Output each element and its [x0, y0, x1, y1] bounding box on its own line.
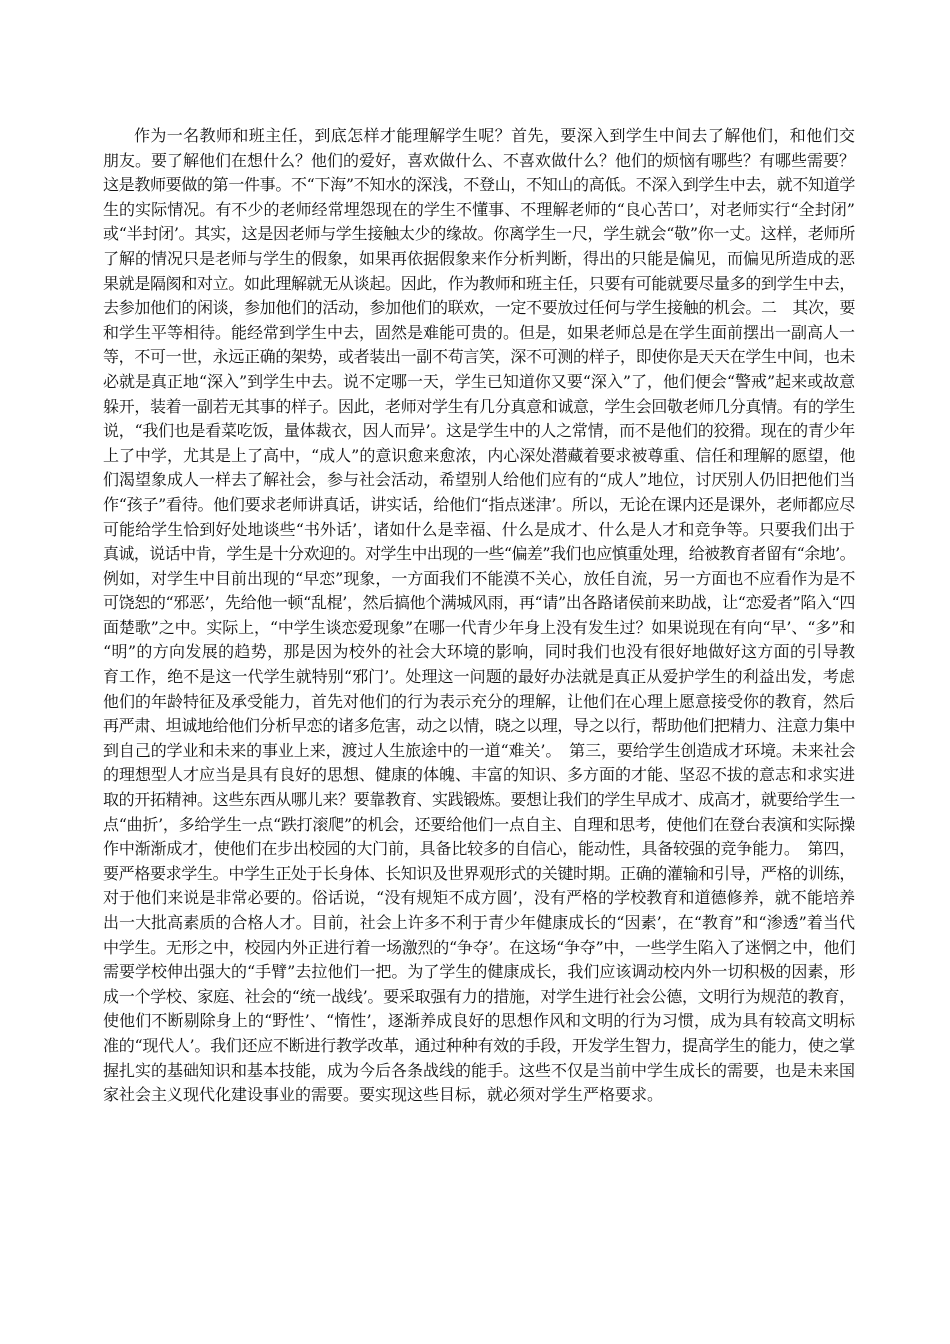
text-line: 们渴望象成人一样去了解社会，参与社会活动，希望别人给他们应有的“成人”地位，讨厌别人仍旧把他们当	[103, 470, 855, 490]
text-line: 使他们不断剔除身上的“野性’、“惰性’，逐渐养成良好的思想作风和文明的行为习惯，成为具有较高文明标	[103, 1011, 855, 1031]
text-line: 需要学校伸出强大的“手臂”去拉他们一把。为了学生的健康成长，我们应该调动校内外一切积极的因素，形	[103, 962, 855, 982]
text-line: 作中渐渐成才，使他们在步出校园的大门前，具备比较多的自信心，能动性，具备较强的竞争能力。 第四，	[103, 839, 855, 859]
text-line: 中学生。无形之中，校园内外正进行着一场激烈的“争夺’。在这场“争夺”中，一些学生陷入了迷惘之中，他们	[103, 937, 855, 957]
text-line: 生的实际情况。有不少的老师经常埋怨现在的学生不懂事、不理解老师的“良心苦口’，对老师实行“全封闭”	[103, 199, 855, 219]
text-line: 育工作，绝不是这一代学生就特别“邪门’。处理这一问题的最好办法就是真正从爱护学生的利益出发，考虑	[103, 667, 855, 687]
text-line: 果就是隔阂和对立。如此理解就无从谈起。因此，作为教师和班主任，只要有可能就要尽量多的到学生中去，	[103, 273, 855, 293]
text-line: 握扎实的基础知识和基本技能，成为今后各条战线的能手。这些不仅是当前中学生成长的需要，也是未来国	[103, 1060, 855, 1080]
text-line: 他们的年龄特征及承受能力，首先对他们的行为表示充分的理解，让他们在心理上愿意接受你的教育，然后	[103, 691, 855, 711]
text-line: 朋友。要了解他们在想什么？他们的爱好，喜欢做什么、不喜欢做什么？他们的烦恼有哪些？有哪些需要？	[103, 150, 855, 170]
text-line: 了解的情况只是老师与学生的假象，如果再依据假象来作分析判断，得出的只能是偏见，而偏见所造成的恶	[103, 248, 855, 268]
text-line: 真诚，说话中肯，学生是十分欢迎的。对学生中出现的一些“偏差”我们也应慎重处理，给被教育者留有“余地’。	[103, 544, 855, 564]
text-line: 再严肃、坦诚地给他们分析早恋的诸多危害，动之以情，晓之以理，导之以行，帮助他们把精力、注意力集中	[103, 716, 855, 736]
text-line: 到自己的学业和未来的事业上来，渡过人生旅途中的一道“难关’。 第三，要给学生创造成才环境。未来社会	[103, 740, 855, 760]
text-line: 准的“现代人’。我们还应不断进行教学改革，通过种种有效的手段，开发学生智力，提高学生的能力，使之掌	[103, 1035, 855, 1055]
text-line: 要严格要求学生。中学生正处于长身体、长知识及世界观形式的关键时期。正确的灌输和引导，严格的训练，	[103, 863, 855, 883]
text-line: 出一大批高素质的合格人才。目前，社会上许多不利于青少年健康成长的“因素’，在“教育”和“渗透”着当代	[103, 913, 855, 932]
text-line: 这是教师要做的第一件事。不“下海”不知水的深浅，不登山，不知山的高低。不深入到学生中去，就不知道学	[103, 175, 855, 195]
text-line: 和学生平等相待。能经常到学生中去，固然是难能可贵的。但是，如果老师总是在学生面前摆出一副高人一	[103, 322, 855, 342]
text-line: 的理想型人才应当是具有良好的思想、健康的体魄、丰富的知识、多方面的才能、坚忍不拔的意志和求实进	[103, 765, 855, 785]
text-line: 成一个学校、家庭、社会的“统一战线’。要采取强有力的措施，对学生进行社会公德，文明行为规范的教育，	[103, 986, 855, 1006]
text-line: 等，不可一世，永远正确的架势，或者装出一副不苟言笑，深不可测的样子，即使你是天天在学生中间，也未	[103, 347, 855, 367]
text-line: 点“曲折’，多给学生一点“跌打滚爬”的机会，还要给他们一点自主、自理和思考，使他们在登台表演和实际操	[103, 814, 855, 834]
text-line: 可饶恕的“邪恶’，先给他一顿“乱棍’，然后搞他个满城风雨，再“请”出各路诸侯前来助战，让“恋爱者”陷入“四	[103, 593, 855, 613]
text-line: 上了中学，尤其是上了高中，“成人”的意识愈来愈浓，内心深处潜藏着要求被尊重、信任和理解的愿望，他	[103, 445, 855, 465]
text-line: 对于他们来说是非常必要的。俗话说，“没有规矩不成方圆’，没有严格的学校教育和道德修养，就不能培养	[103, 888, 855, 908]
text-line: 家社会主义现代化建设事业的需要。要实现这些目标，就必须对学生严格要求。	[103, 1085, 664, 1105]
text-line: 必就是真正地“深入”到学生中去。说不定哪一天，学生已知道你又要“深入”了，他们便会“警戒”起来或故意	[103, 371, 855, 391]
text-line: 例如，对学生中目前出现的“早恋”现象，一方面我们不能漠不关心，放任自流，另一方面也不应看作为是不	[103, 568, 855, 588]
text-line: 去参加他们的闲谈，参加他们的活动，参加他们的联欢，一定不要放过任何与学生接触的机会。二 其次，要	[103, 298, 855, 318]
article-body	[103, 124, 855, 1108]
text-line: 或“半封闭’。其实，这是因老师与学生接触太少的缘故。你离学生一尺，学生就会“敬”你一丈。这样，老师所	[103, 224, 855, 244]
text-line: “明”的方向发展的趋势，那是因为校外的社会大环境的影响，同时我们也没有很好地做好这方面的引导教	[103, 642, 855, 662]
text-line: 作为一名教师和班主任，到底怎样才能理解学生呢？首先，要深入到学生中间去了解他们，和他们交	[134, 126, 855, 145]
text-line: 作“孩子”看待。他们要求老师讲真话，讲实话，给他们“指点迷津’。所以，无论在课内还是课外，老师都应尽	[103, 494, 855, 514]
text-line: 说，“我们也是看菜吃饭，量体裁衣，因人而异’。这是学生中的人之常情，而不是他们的狡猾。现在的青少年	[103, 421, 855, 441]
text-line: 取的开拓精神。这些东西从哪儿来？要靠教育、实践锻炼。要想让我们的学生早成才、成高才，就要给学生一	[103, 790, 855, 810]
paragraph	[103, 124, 855, 1108]
text-line: 躲开，装着一副若无其事的样子。因此，老师对学生有几分真意和诚意，学生会回敬老师几分真情。有的学生	[103, 396, 855, 416]
text-line: 面楚歌”之中。实际上，“中学生谈恋爱现象”在哪一代青少年身上没有发生过？如果说现在有向“早’、“多”和	[103, 617, 855, 637]
text-line: 可能给学生恰到好处地谈些“书外话’，诸如什么是幸福、什么是成才、什么是人才和竞争等。只要我们出于	[103, 519, 855, 539]
